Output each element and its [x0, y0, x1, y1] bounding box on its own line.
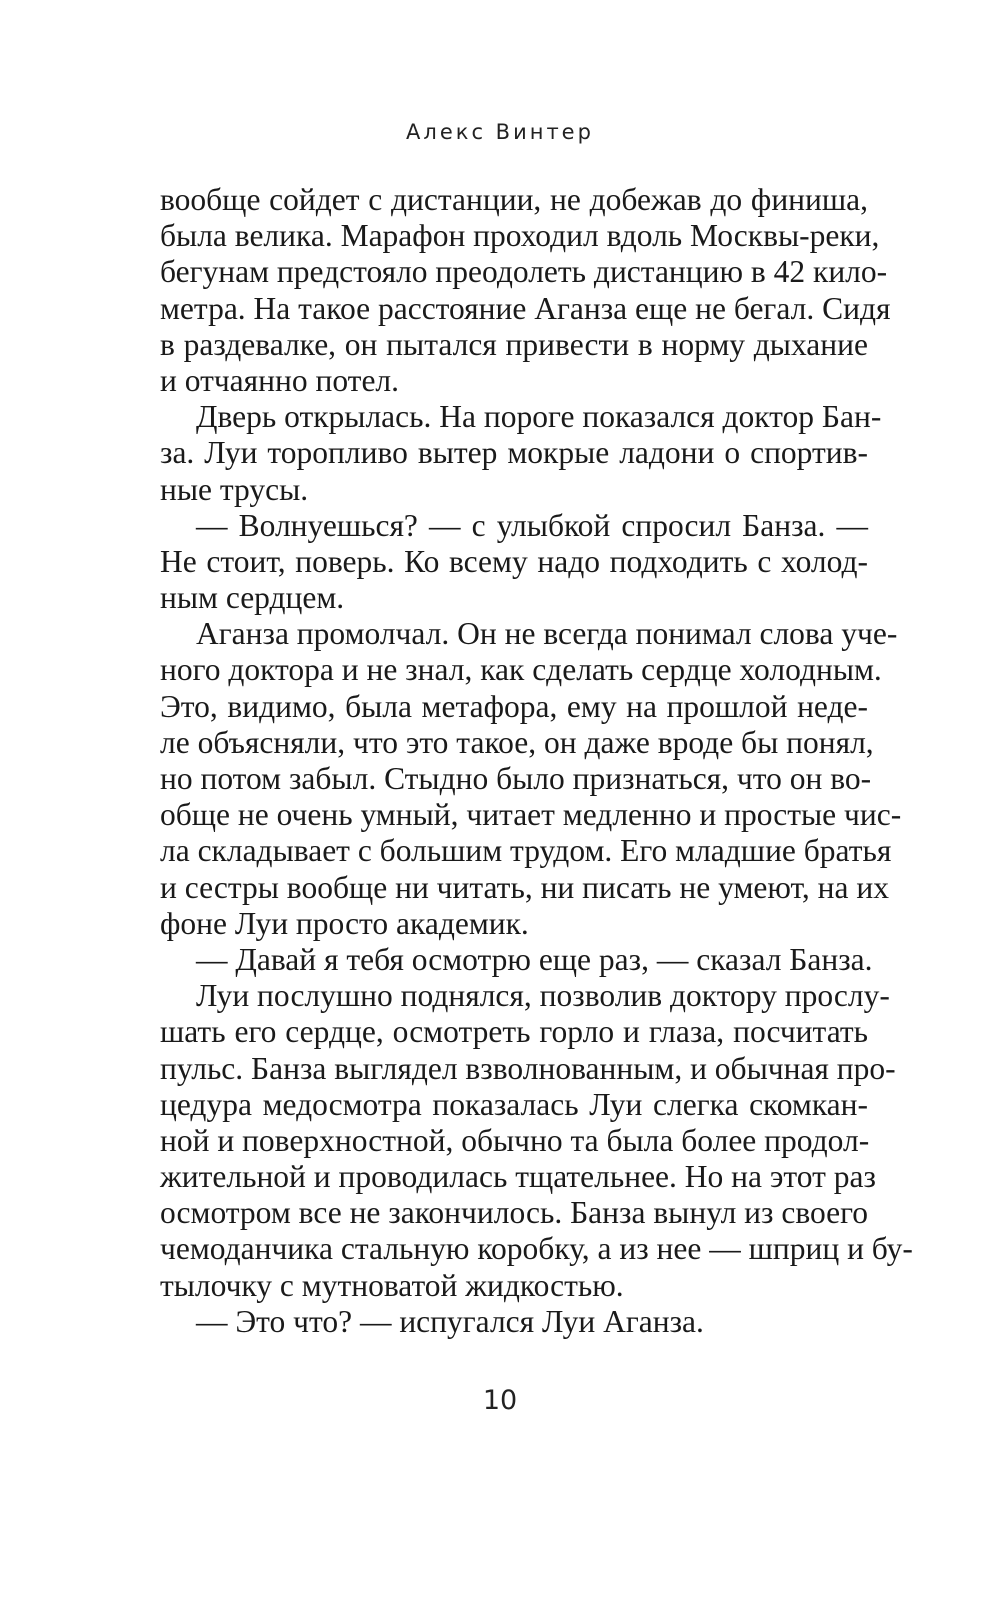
- text-line: фоне Луи просто академик.: [160, 905, 529, 941]
- text-line: пульс. Банза выглядел взволнованным, и обычная про-: [160, 1050, 896, 1086]
- text-line: ной и поверхностной, обычно та была более продол-: [160, 1122, 870, 1158]
- text-line: Аганза промолчал. Он не всегда понимал слова уче-: [196, 616, 898, 652]
- text-line: цедура медосмотра показалась Луи слегка скомкан-: [160, 1086, 868, 1122]
- text-line: ла складывает с большим трудом. Его младшие братья: [160, 833, 892, 869]
- text-line: ные трусы.: [160, 471, 309, 507]
- text-line: Это, видимо, была метафора, ему на прошлой неде-: [160, 688, 868, 724]
- text-line: метра. На такое расстояние Аганза еще не бегал. Сидя: [160, 290, 891, 326]
- text-line: Не стоит, поверь. Ко всему надо подходить с холод-: [160, 543, 868, 579]
- text-line: бегунам предстояло преодолеть дистанцию в 42 кило-: [160, 254, 888, 290]
- text-line: ле объясняли, что это такое, он даже вроде бы понял,: [160, 724, 874, 760]
- text-line: в раздевалке, он пытался привести в норму дыхание: [160, 326, 868, 362]
- text-line: ного доктора и не знал, как сделать сердце холодным.: [160, 652, 882, 688]
- text-line: жительной и проводилась тщательнее. Но на этот раз: [160, 1159, 876, 1195]
- text-line: шать его сердце, осмотреть горло и глаза, посчитать: [160, 1014, 868, 1050]
- text-line: чемоданчика стальную коробку, а из нее — шприц и бу-: [160, 1231, 913, 1267]
- text-line: но потом забыл. Стыдно было признаться, что он во-: [160, 761, 872, 796]
- page-number: 10: [482, 1385, 518, 1416]
- text-line: Луи послушно поднялся, позволив доктору прослу-: [196, 978, 890, 1014]
- text-line: ным сердцем.: [160, 580, 345, 616]
- text-line: тылочку с мутноватой жидкостью.: [160, 1267, 624, 1303]
- text-line: и отчаянно потел.: [160, 362, 400, 398]
- text-line: — Давай я тебя осмотрю еще раз, — сказал Банза.: [196, 941, 873, 977]
- text-line: осмотром все не закончилось. Банза вынул из своего: [160, 1195, 868, 1231]
- running-header-author: Алекс Винтер: [406, 120, 594, 144]
- body-text: [160, 182, 913, 1340]
- text-line: вообще сойдет с дистанции, не добежав до финиша,: [160, 182, 868, 217]
- text-line: Дверь открылась. На пороге показался доктор Бан-: [196, 399, 882, 435]
- text-line: была велика. Марафон проходил вдоль Москвы-реки,: [160, 218, 880, 254]
- text-line: за. Луи торопливо вытер мокрые ладони о спортив-: [160, 435, 868, 471]
- text-line: и сестры вообще ни читать, ни писать не умеют, на их: [160, 869, 889, 905]
- text-line: — Это что? — испугался Луи Аганза.: [196, 1303, 704, 1339]
- text-line: — Волнуешься? — с улыбкой спросил Банза. —: [196, 507, 868, 543]
- text-line: обще не очень умный, читает медленно и простые чис-: [160, 797, 902, 833]
